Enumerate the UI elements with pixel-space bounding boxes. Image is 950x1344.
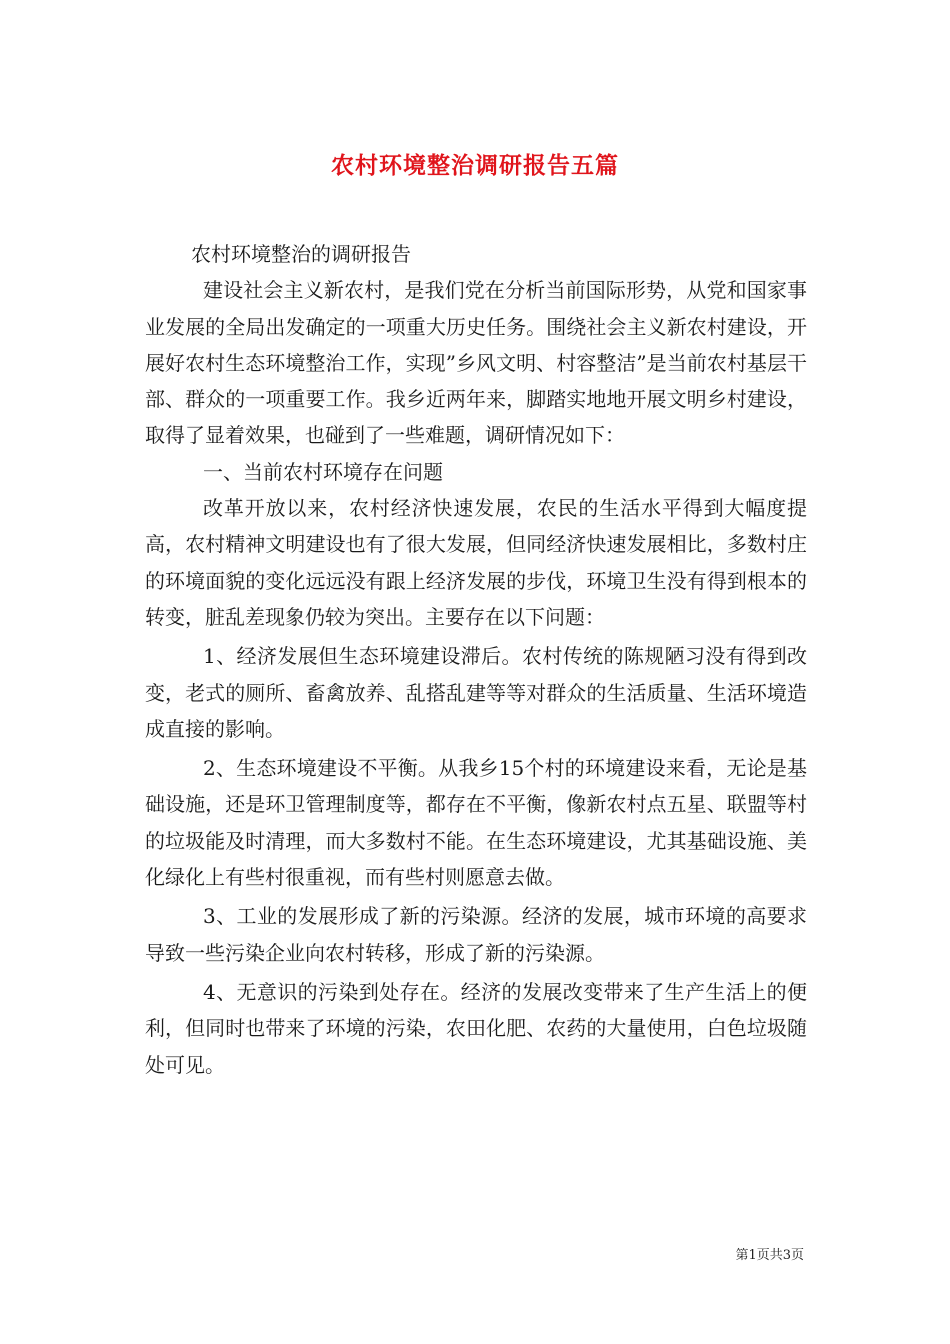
section-1-heading: 一、当前农村环境存在问题 [203, 459, 443, 484]
document-title: 农村环境整治调研报告五篇 [331, 152, 619, 180]
intro-paragraph: 建设社会主义新农村，是我们党在分析当前国际形势，从党和国家事业发展的全局出发确定的一项重大历史任务。围绕社会主义新农村建设，开展好农村生态环境整治工作，实现”乡风文明、村容整洁”是当前农村基层干部、群众的一项重要工作。我乡近两年来，脚踏实地地开展文明乡村建设，取得了显着效果，也碰到了一些难题，调研情况如下： [145, 278, 807, 448]
document-subtitle: 农村环境整治的调研报告 [191, 242, 411, 266]
list-item-4: 4、无意识的污染到处存在。经济的发展改变带来了生产生活上的便利，但同时也带来了环境的污染，农田化肥、农药的大量使用，白色垃圾随处可见。 [145, 979, 807, 1077]
list-item-1: 1、经济发展但生态环境建设滞后。农村传统的陈规陋习没有得到改变，老式的厕所、畜禽放养、乱搭乱建等等对群众的生活质量、生活环境造成直接的影响。 [145, 644, 807, 741]
page-number-footer: 第1页共3页 [735, 1248, 804, 1263]
section-1-paragraph: 改革开放以来，农村经济快速发展，农民的生活水平得到大幅度提高，农村精神文明建设也有了很大发展，但同经济快速发展相比，多数村庄的环境面貌的变化远远没有跟上经济发展的步伐，环境卫生没有得到根本的转变，脏乱差现象仍较为突出。主要存在以下问题： [145, 496, 807, 629]
list-item-3: 3、工业的发展形成了新的污染源。经济的发展，城市环境的高要求导致一些污染企业向农村转移，形成了新的污染源。 [145, 904, 807, 965]
list-item-2: 2、生态环境建设不平衡。从我乡15个村的环境建设来看，无论是基础设施，还是环卫管理制度等，都存在不平衡，像新农村点五星、联盟等村的垃圾能及时清理，而大多数村不能。在生态环境建设，尤其基础设施、美化绿化上有些村很重视，而有些村则愿意去做。 [145, 756, 807, 890]
document-body [145, 236, 807, 1083]
